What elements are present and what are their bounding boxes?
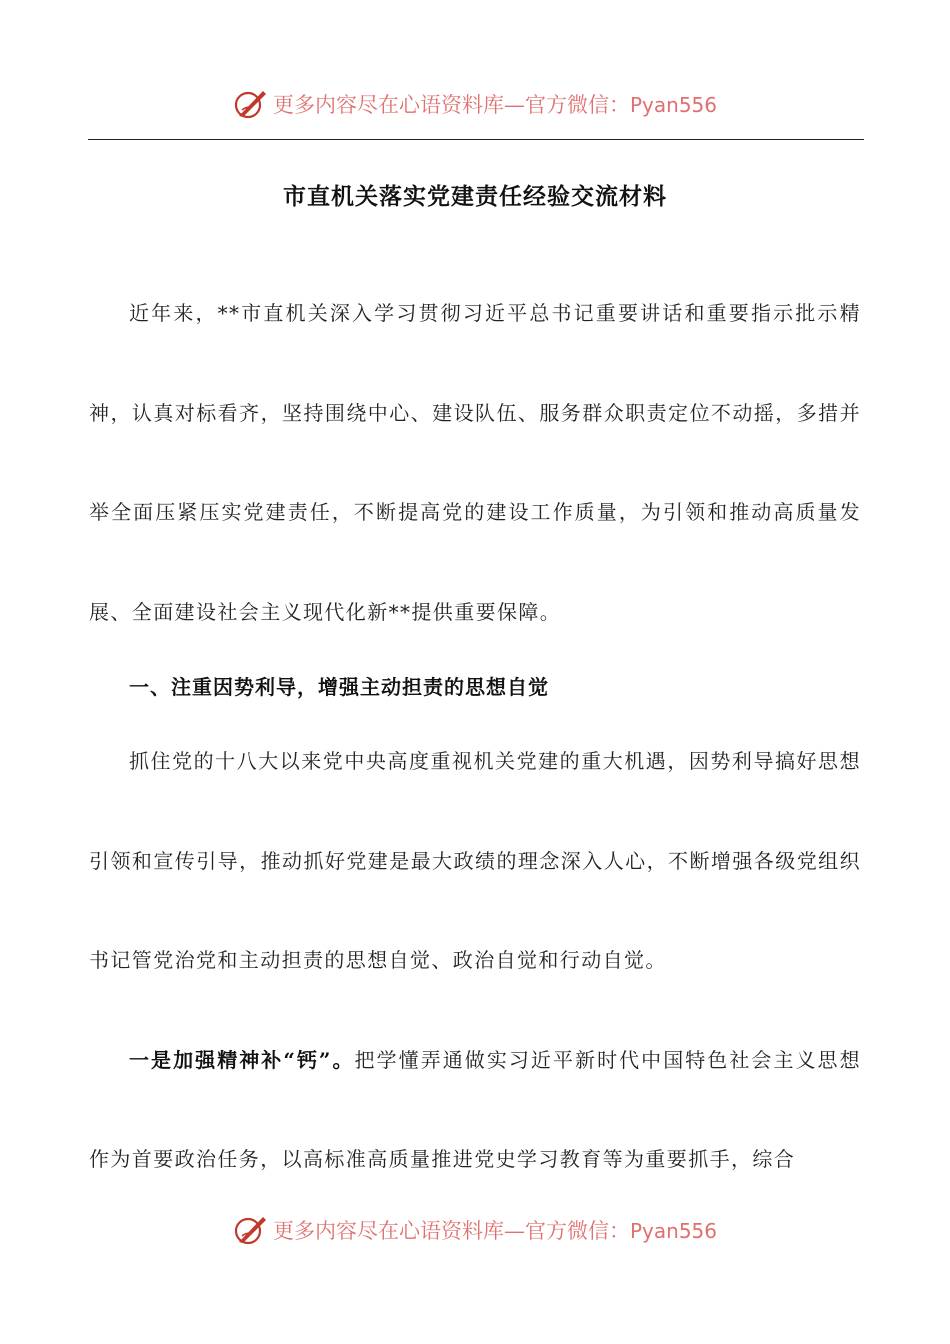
header-watermark — [0, 82, 950, 126]
quill-pen-logo-icon — [233, 86, 269, 122]
document-title: 市直机关落实党建责任经验交流材料 — [283, 183, 667, 210]
quill-pen-logo-icon — [233, 1212, 269, 1248]
point1-text: 把学懂弄通做实习近平新时代中国特色社会主义思想作为首要政治任务，以高标准高质量推进党史学习教育等为重要抓手，综合 — [89, 1047, 861, 1171]
watermark-text: 更多内容尽在心语资料库—官方微信：Pyan556 — [272, 1219, 717, 1243]
header-divider — [88, 139, 864, 140]
paragraph-section1: 抓住党的十八大以来党中央高度重视机关党建的重大机遇，因势利导搞好思想引领和宣传引导，推动抓好党建是最大政绩的理念深入人心，不断增强各级党组织书记管党治党和主动担责的思想自觉、政治自觉和行动自觉。 — [89, 749, 861, 972]
paragraph-intro: 近年来，**市直机关深入学习贯彻习近平总书记重要讲话和重要指示批示精神，认真对标看齐，坚持围绕中心、建设队伍、服务群众职责定位不动摇，多措并举全面压紧压实党建责任，不断提高党的建设工作质量，为引领和推动高质量发展、全面建设社会主义现代化新**提供重要保障。 — [89, 301, 861, 624]
footer-watermark — [0, 1208, 950, 1252]
document-body — [89, 264, 861, 1210]
point1-lead: 一是加强精神补“钙”。 — [129, 1047, 355, 1072]
watermark-text: 更多内容尽在心语资料库—官方微信：Pyan556 — [272, 93, 717, 117]
paragraph-point1 — [89, 1011, 861, 1210]
section-heading-1: 一、注重因势利导，增强主动担责的思想自觉 — [129, 675, 549, 699]
